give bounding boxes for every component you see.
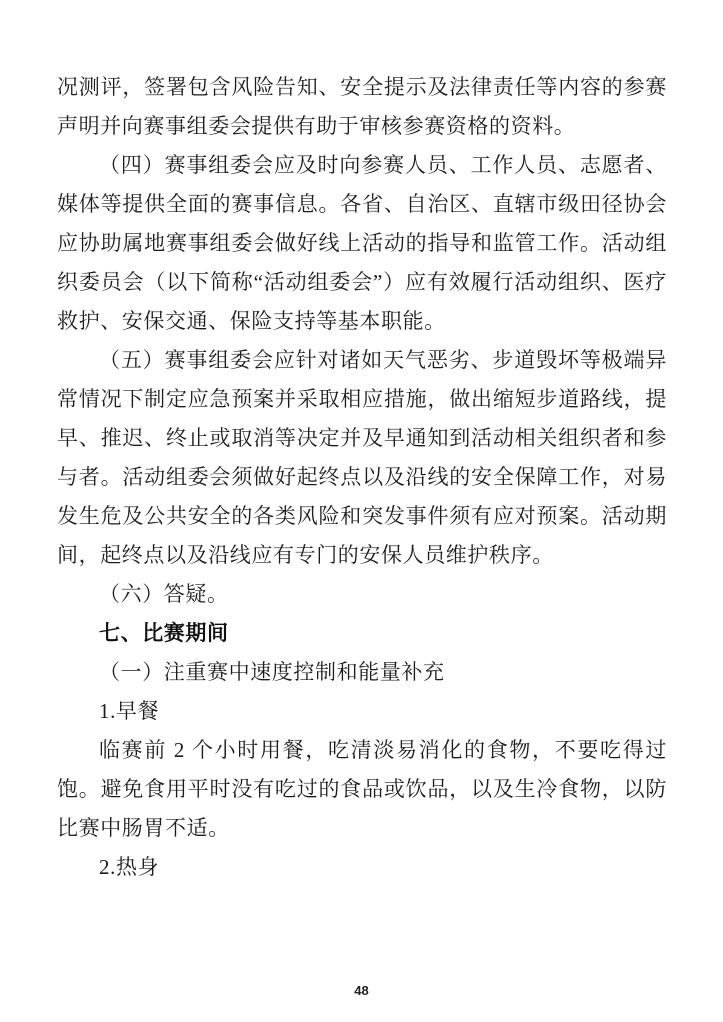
paragraph-breakfast-advice: 临赛前 2 个小时用餐，吃清淡易消化的食物，不要吃得过饱。避免食用平时没有吃过的食品或饮品，以及生冷食物，以防比赛中肠胃不适。	[57, 738, 667, 840]
page-number: 48	[354, 983, 369, 998]
paragraph-item-4: （四）赛事组委会应及时向参赛人员、工作人员、志愿者、媒体等提供全面的赛事信息。各省、自治区、直辖市级田径协会应协助属地赛事组委会做好线上活动的指导和监管工作。活动组织委员会（以下简称“活动组委会”）应有效履行活动组织、医疗救护、安保交通、保险支持等基本职能。	[57, 153, 667, 333]
page-footer	[0, 982, 723, 1000]
paragraph-item-5: （五）赛事组委会应针对诸如天气恶劣、步道毁坏等极端异常情况下制定应急预案并采取相应措施，做出缩短步道路线，提早、推迟、终止或取消等决定并及早通知到活动相关组织者和参与者。活动组委会须做好起终点以及沿线的安全保障工作，对易发生危及公共安全的各类风险和突发事件须有应对预案。活动期间，起终点以及沿线应有专门的安保人员维护秩序。	[57, 348, 667, 567]
paragraph-subsection-1: （一）注重赛中速度控制和能量补充	[99, 660, 445, 684]
paragraph-item-6: （六）答疑。	[99, 582, 229, 606]
paragraph-warmup-label: 2.热身	[99, 855, 160, 879]
document-body	[57, 68, 667, 887]
paragraph-breakfast-label: 1.早餐	[99, 699, 160, 723]
section-heading-7: 七、比赛期间	[99, 622, 229, 645]
paragraph-continuation: 况测评，签署包含风险告知、安全提示及法律责任等内容的参赛声明并向赛事组委会提供有助于审核参赛资格的资料。	[57, 75, 667, 138]
